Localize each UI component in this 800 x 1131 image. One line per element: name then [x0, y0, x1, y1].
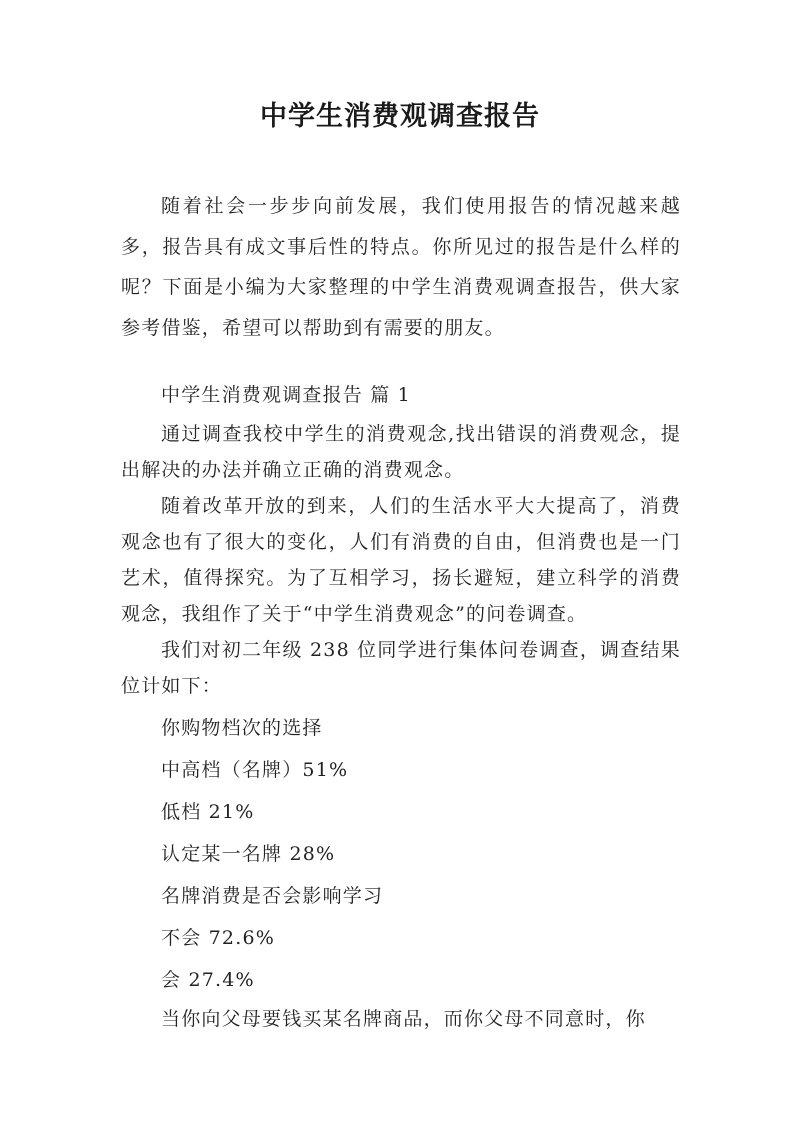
paragraph-purpose: 通过调查我校中学生的消费观念,找出错误的消费观念，提出解决的办法并确立正确的消费观念。 — [121, 423, 681, 481]
survey-item-question-2: 名牌消费是否会影响学习 — [161, 885, 384, 907]
survey-item-answer-brand: 中高档（名牌）51% — [161, 759, 349, 781]
section-heading: 中学生消费观调查报告 篇 1 — [161, 384, 411, 406]
document-title: 中学生消费观调查报告 — [260, 101, 540, 132]
intro-paragraph: 随着社会一步步向前发展，我们使用报告的情况越来越多，报告具有成文事后性的特点。你所见过的报告是什么样的呢？下面是小编为大家整理的中学生消费观调查报告，供大家参考借鉴，希望可以帮助到有需要的朋友。 — [121, 195, 681, 339]
survey-item-answer-loyal: 认定某一名牌 28% — [161, 843, 336, 865]
paragraph-background: 随着改革开放的到来，人们的生活水平大大提高了，消费观念也有了很大的变化，人们有消费的自由，但消费也是一门艺术，值得探究。为了互相学习，扬长避短，建立科学的消费观念，我组作了关于“中学生消费观念”的问卷调查。 — [121, 495, 681, 625]
survey-item-answer-yes: 会 27.4% — [161, 969, 255, 991]
survey-item-question-1: 你购物档次的选择 — [161, 717, 323, 739]
report-content — [121, 374, 681, 1037]
survey-item-answer-low: 低档 21% — [161, 801, 255, 823]
paragraph-survey-intro: 我们对初二年级 238 位同学进行集体问卷调查，调查结果位计如下： — [121, 639, 681, 697]
survey-item-answer-no: 不会 72.6% — [161, 927, 275, 949]
paragraph-last: 当你向父母要钱买某名牌商品，而你父母不同意时，你 — [161, 1008, 646, 1030]
